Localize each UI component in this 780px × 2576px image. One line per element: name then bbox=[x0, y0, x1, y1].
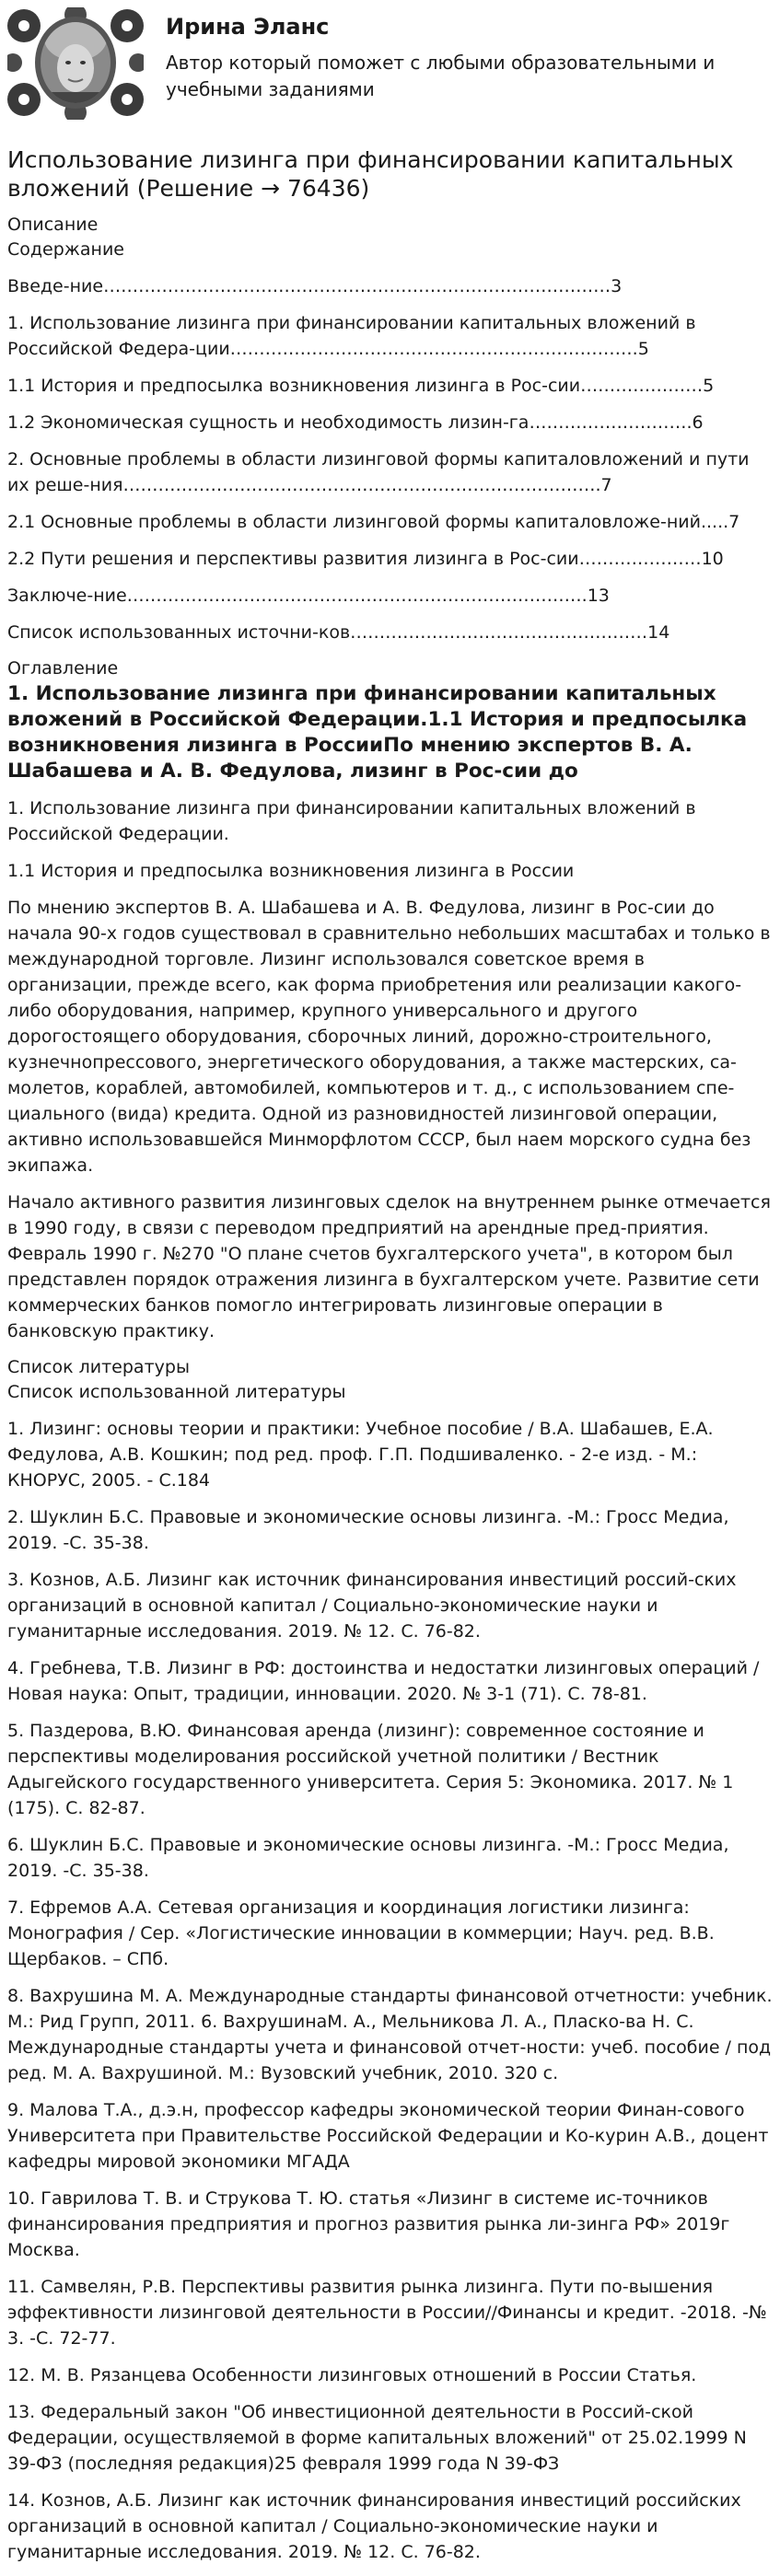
outline-label: Оглавление bbox=[7, 658, 119, 679]
author-info bbox=[166, 7, 737, 103]
body-paragraph: 1. Использование лизинга при финансировании капитальных вложений в Российской Федерации. bbox=[7, 798, 696, 844]
body-paragraph: 1.1 История и предпосылка возникновения лизинга в России bbox=[7, 861, 575, 881]
reference-item: 11. Самвелян, Р.В. Перспективы развития рынка лизинга. Пути по-вышения эффективности лизинговой деятельности в России//Финансы и кредит. -2018. -№ 3. -С. 72-77. bbox=[7, 2277, 767, 2349]
reference-item: 4. Гребнева, Т.В. Лизинг в РФ: достоинства и недостатки лизинговых операций / Новая наука: Опыт, традиции, инновации. 2020. № 3-1 (71). С. 78-81. bbox=[7, 1658, 760, 1704]
avatar[interactable] bbox=[7, 7, 144, 120]
author-block bbox=[7, 0, 773, 127]
toc-item: 2.2 Пути решения и перспективы развития лизинга в Рос-сии…………………10 bbox=[7, 549, 724, 569]
author-name[interactable]: Ирина Эланс bbox=[166, 14, 330, 40]
reference-item: 5. Паздерова, В.Ю. Финансовая аренда (лизинг): современное состояние и перспективы моделирования российской учетной политики / Вестник Адыгейского государственного университета. Серия 5: Экономика. 2017. № 1 (175). С. 82-87. bbox=[7, 1721, 734, 1818]
toc-item: 1. Использование лизинга при финансировании капитальных вложений в Российской Федера-ции…………………………………………………………….5 bbox=[7, 313, 696, 359]
page-title: Использование лизинга при финансировании капитальных вложений (Решение → 76436) bbox=[7, 146, 734, 202]
reference-item: 8. Вахрушина М. А. Международные стандарты финансовой отчетности: учебник. М.: Рид Групп, 2011. 6. ВахрушинаМ. А., Мельникова Л. А., Пласко-ва Н. С. Международные стандарты учета и финансовой отчет-ности: учеб. пособие / под ред. М. А. Вахрушиной. М.: Вузовский учебник, 2010. 320 с. bbox=[7, 1986, 773, 2083]
literature-label: Список литературы bbox=[7, 1357, 190, 1377]
reference-item: 2. Шуклин Б.С. Правовые и экономические основы лизинга. -М.: Гросс Медиа, 2019. -С. 35-38. bbox=[7, 1507, 729, 1553]
reference-item: 7. Ефремов А.А. Сетевая организация и координация логистики лизинга: Монография / Сер. «Логистические инновации в коммерции; Науч. ред. В.В. Щербаков. – СПб. bbox=[7, 1897, 715, 1969]
used-literature-label: Список использованной литературы bbox=[7, 1382, 346, 1402]
toc-item: 2. Основные проблемы в области лизинговой формы капиталовложений и пути их реше-ния……………………………………………………………………….7 bbox=[7, 449, 750, 495]
reference-item: 10. Гаврилова Т. В. и Струкова Т. Ю. статья «Лизинг в системе ис-точников финансирования предприятия и прогноз развития рынка ли-зинга РФ» 2019г Москва. bbox=[7, 2188, 730, 2260]
reference-item: 3. Кознов, А.Б. Лизинг как источник финансирования инвестиций россий-ских организаций в основной капитал / Социально-экономические науки и гуманитарные исследования. 2019. № 12. С. 76-82. bbox=[7, 1570, 737, 1642]
body-paragraph: По мнению экспертов В. А. Шабашева и А. В. Федулова, лизинг в Рос-сии до начала 90-х годов существовал в сравнительно небольших масштабах и только в международной торговле. Лизинг использовался советское время в организации, прежде всего, как форма приобретения или реализации какого-либо оборудования, например, крупного универсального и другого дорогостоящего оборудования, сборочных линий, дорожно-строительного, кузнечнопрессового, энергетического оборудования, а также мастерских, са-молетов, кораблей, автомобилей, компьютеров и т. д., с использованием спе-циального (вида) кредита. Одной из разновидностей лизинговой операции, активно использовавшейся Минморфлотом СССР, был наем морского судна без экипажа. bbox=[7, 898, 771, 1176]
contents-label: Содержание bbox=[7, 239, 124, 260]
section-heading: 1. Использование лизинга при финансировании капитальных вложений в Российской Федерации.1.1 История и предпосылка возникновения лизинга в РоссииПо мнению экспертов В. А. Шабашева и А. В. Федулова, лизинг в Рос-сии до bbox=[7, 682, 748, 783]
description-label: Описание bbox=[7, 215, 99, 235]
toc-item: 1.2 Экономическая сущность и необходимость лизин-га……………………….6 bbox=[7, 412, 704, 433]
table-of-contents bbox=[7, 273, 773, 645]
reference-item: 6. Шуклин Б.С. Правовые и экономические основы лизинга. -М.: Гросс Медиа, 2019. -С. 35-38. bbox=[7, 1835, 729, 1881]
reference-item: 12. М. В. Рязанцева Особенности лизинговых отношений в России Статья. bbox=[7, 2365, 697, 2385]
toc-item: 1.1 История и предпосылка возникновения лизинга в Рос-сии…………………5 bbox=[7, 376, 715, 396]
toc-item: Введе-ние……………………………………………………………………………3 bbox=[7, 276, 623, 296]
toc-item: Список использованных источни-ков……………………………………………14 bbox=[7, 622, 670, 643]
reference-item: 1. Лизинг: основы теории и практики: Учебное пособие / В.А. Шабашев, Е.А. Федулова, А.В. Кошкин; под ред. проф. Г.П. Подшиваленко. - 2-е изд. - М.: КНОРУС, 2005. - С.184 bbox=[7, 1419, 714, 1491]
body-paragraph: Начало активного развития лизинговых сделок на внутреннем рынке отмечается в 1990 году, в связи с переводом предприятий на арендные пред-приятия. Февраль 1990 г. №270 "О плане счетов бухгалтерского учета", в котором был представлен порядок отражения лизинга в бухгалтерском учете. Развитие сети коммерческих банков помогло интегрировать лизинговые операции в банковскую практику. bbox=[7, 1192, 771, 1341]
reference-list bbox=[7, 1416, 773, 2565]
reference-item: 9. Малова Т.А., д.э.н, профессор кафедры экономической теории Финан-сового Университета при Правительстве Российской Федерации и Ко-курин А.В., доцент кафедры мировой экономики МГАДА bbox=[7, 2100, 769, 2172]
reference-item: 13. Федеральный закон "Об инвестиционной деятельности в Россий-ской Федерации, осуществляемой в форме капитальных вложений" от 25.02.1999 N 39-ФЗ (последняя редакция)25 февраля 1999 года N 39-ФЗ bbox=[7, 2402, 747, 2474]
author-description: Автор который поможет с любыми образовательными и учебными заданиями bbox=[166, 52, 716, 100]
toc-item: Заключе-ние…………………………………………………………………….13 bbox=[7, 586, 610, 606]
reference-item: 14. Кознов, А.Б. Лизинг как источник финансирования инвестиций российских организаций в основной капитал / Социально-экономические науки и гуманитарные исследования. 2019. № 12. С. 76-82. bbox=[7, 2490, 741, 2562]
toc-item: 2.1 Основные проблемы в области лизинговой формы капиталовложе-ний.....7 bbox=[7, 512, 740, 532]
body-text bbox=[7, 795, 773, 1344]
